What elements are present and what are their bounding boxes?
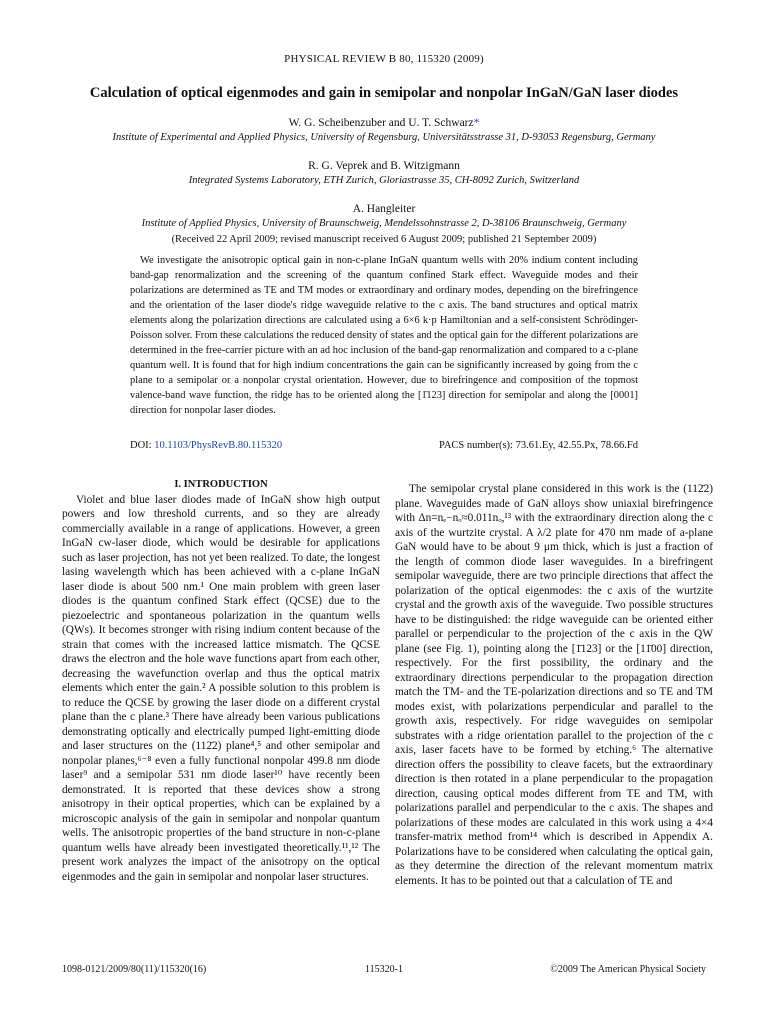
left-column xyxy=(62,478,380,884)
affiliation-2: Integrated Systems Laboratory, ETH Zurich, Gloriastrasse 35, CH-8092 Zurich, Switzerland xyxy=(188,175,580,186)
received-dates: (Received 22 April 2009; revised manuscript received 6 August 2009; published 21 September 2009) xyxy=(171,234,597,245)
journal-header: PHYSICAL REVIEW B 80, 115320 (2009) xyxy=(284,53,484,65)
author-names: R. G. Veprek and B. Witzigmann xyxy=(308,160,460,172)
author-line-3 xyxy=(40,203,728,215)
doi-link[interactable]: 10.1103/PhysRevB.80.115320 xyxy=(154,440,283,451)
author-line-2 xyxy=(40,160,728,172)
pacs-numbers: PACS number(s): 73.61.Ey, 42.55.Px, 78.66.Fd xyxy=(438,440,638,451)
affiliation-1: Institute of Experimental and Applied Physics, University of Regensburg, Universitätsstrasse 31, D-93053 Regensburg, Germany xyxy=(112,132,656,143)
copyright: ©2009 The American Physical Society xyxy=(550,964,706,975)
paragraph: The semipolar crystal plane considered in this work is the (112̄2) plane. Waveguides made of GaN alloys show uniaxial birefringence with Δn=nₑ−nₒ≈0.011nₒ,¹³ with the extraordinary direction along the c axis of the wurtzite crystal. A λ/2 plate for 470 nm made of a-plane GaN would have to be about 9 μm thick, which is just a fraction of the length of common diode laser waveguides. In a birefringent semipolar waveguide, there are two principle directions that affect the polarization of the optical eigenmodes: the c axis of the wurtzite crystal and the growth axis of the waveguide. Two possible structures have to be distinguished: the ridge waveguide can be oriented either parallel or perpendicular to the projection of the c axis in the QW plane (see Fig. 1), pointing along the [1̄123] or the [11̄00] direction, respectively. For the first possibility, the ordinary and the extraordinary directions perpendicular to the propagation direction match the TM- and the TE-polarization directions and so TE and TM modes exist, with polarizations perpendicular and parallel to the growth axis, respectively. For ridge waveguides on semipolar substrates with a ridge orientation parallel to the projection of the c axis, laser facets have to be formed by etching.⁶ The alternative direction offers the possibility to cleave facets, but the extraordinary direction is then rotated in a plane perpendicular to the propagation direction, causing optical modes different from TE and TM, with polarizations parallel and perpendicular to the c axis. The shapes and polarizations of these modes are calculated in this work using a 4×4 transfer-matrix method from¹⁴ which is described in Appendix A. Polarizations have to be considered when calculating the optical gain, as they determine the direction of the relevant momentum matrix elements. It has to be pointed out that a calculation of TE and xyxy=(395,483,713,887)
abstract: We investigate the anisotropic optical gain in non-c-plane InGaN quantum wells with 20% indium content including band-gap renormalization and the screening of the quantum confined Stark effect. Waveguide modes and their polarizations are determined as TE and TM modes or extraordinary and ordinary modes, depending on the birefringence and the orientation of the laser diode's ridge waveguide relative to the c axis. The band structures and optical matrix elements along the polarization directions are calculated using a 6×6 k·p Hamiltonian and a self-consistent Schrödinger-Poisson solver. From these calculations the reduced density of states and the optical gain for the different polarizations are determined in the free-carrier picture with an ad hoc inclusion of the band-gap renormalization and compared to a c-plane quantum well. It is found that for high indium concentrations the gain can be significantly increased by going from the c plane to a semipolar or a nonpolar crystal orientation. However, due to birefringence and composition of the topmost valence-band wave function, the ridge has to be oriented along the [1̄123] direction for semipolar and along the [0001] direction for nonpolar laser diodes. xyxy=(130,255,638,416)
paragraph: Violet and blue laser diodes made of InGaN show high output powers and low threshold currents, and so they are already commercially available in a range of applications. However, a green InGaN cw-laser diode, which would be desirable for applications such as laser projection, has not yet been realized. To date, the longest lasing wavelength which has been achieved with a c-plane InGaN laser diode is about 500 nm.¹ One main problem with green laser diodes is the quantum confined Stark effect (QCSE) due to the piezoelectric and spontaneous polarization in the quantum wells (QWs). It becomes stronger with rising indium content because of the strain that comes with the increased lattice mismatch. The QCSE draws the electron and the hole wave functions apart from each other, decreasing the wavefunction overlap and thus the optical matrix elements which enter the gain.² A possible solution to this problem is to reduce the QCSE by growing the laser diode on a different crystal plane than the c plane.³ There have already been various publications demonstrating optically and electrically pumped light-emitting diode and laser structures on the (112̄2) plane⁴,⁵ and other semipolar and nonpolar planes,⁶⁻⁸ even a fully functional nonpolar 499.8 nm diode laser⁹ and a semipolar 531 nm diode laser¹⁰ have recently been demonstrated. It is reported that these devices show a strong anisotropy in their optical properties, which can be explained by a microscopic analysis of the gain in semipolar and nonpolar quantum wells. The anisotropic properties of the band structure in non-c-plane quantum wells have already been investigated theoretically.¹¹,¹² The present work analyzes the impact of the anisotropy on the optical eigenmodes and the gain in semipolar and nonpolar laser structures. xyxy=(62,493,380,883)
doi-pacs-row xyxy=(130,440,638,451)
footer-code: 1098-0121/2009/80(11)/115320(16) xyxy=(62,964,207,975)
paper-title: Calculation of optical eigenmodes and gain in semipolar and nonpolar InGaN/GaN laser diodes xyxy=(89,85,679,101)
affiliation-3: Institute of Applied Physics, University of Braunschweig, Mendelssohnstrasse 2, D-38106 Braunschweig, Germany xyxy=(141,218,627,229)
author-line-1 xyxy=(40,117,728,129)
author-names: W. G. Scheibenzuber and U. T. Schwarz xyxy=(288,117,474,129)
section-heading: I. INTRODUCTION xyxy=(174,479,268,490)
right-column xyxy=(395,482,713,888)
page-number: 115320-1 xyxy=(365,964,403,975)
corresponding-author-mark[interactable]: * xyxy=(473,117,480,129)
author-names: A. Hangleiter xyxy=(352,203,416,215)
doi-label: DOI: xyxy=(130,440,152,451)
